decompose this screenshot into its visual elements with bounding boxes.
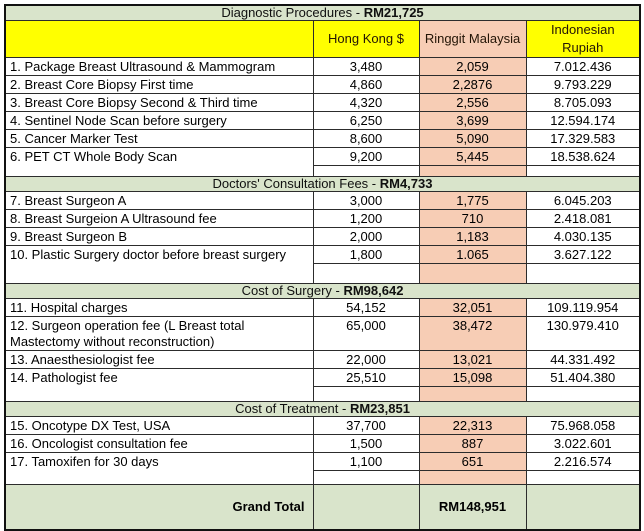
cost-table xyxy=(4,4,641,531)
cell-ringgit-value: 5,090 xyxy=(419,130,526,148)
cell-description: 1. Package Breast Ultrasound & Mammogram xyxy=(5,58,313,76)
table-row xyxy=(5,94,640,112)
cell-hongkong-value: 1,200 xyxy=(313,210,419,228)
spacer-cell xyxy=(313,387,419,402)
cell-ringgit-value: 3,699 xyxy=(419,112,526,130)
cell-description: 15. Oncotype DX Test, USA xyxy=(5,417,313,435)
cell-hongkong-value: 3,000 xyxy=(313,192,419,210)
cell-hongkong-value: 3,480 xyxy=(313,58,419,76)
cell-hongkong-value: 6,250 xyxy=(313,112,419,130)
cell-rupiah-value: 4.030.135 xyxy=(526,228,640,246)
cell-ringgit-value: 32,051 xyxy=(419,299,526,317)
table-row xyxy=(5,417,640,435)
cell-hongkong-value: 37,700 xyxy=(313,417,419,435)
cell-description: 12. Surgeon operation fee (L Breast total Mastectomy without reconstruction) xyxy=(5,317,313,351)
cell-rupiah-value: 9.793.229 xyxy=(526,76,640,94)
table-row xyxy=(5,210,640,228)
cell-ringgit-value: 38,472 xyxy=(419,317,526,351)
cell-hongkong-value: 1,500 xyxy=(313,435,419,453)
cell-rupiah-value: 75.968.058 xyxy=(526,417,640,435)
spacer-cell xyxy=(419,387,526,402)
section-header xyxy=(5,177,640,192)
table-row xyxy=(5,299,640,317)
spacer-cell xyxy=(526,166,640,177)
section-total: RM4,733 xyxy=(379,176,433,191)
cell-ringgit-value: 1,183 xyxy=(419,228,526,246)
table-row xyxy=(5,351,640,369)
section-header-row xyxy=(5,177,640,192)
cell-hongkong-value: 65,000 xyxy=(313,317,419,351)
cell-ringgit-value: 651 xyxy=(419,453,526,471)
cell-description: 8. Breast Surgeion A Ultrasound fee xyxy=(5,210,313,228)
cell-description: 17. Tamoxifen for 30 days xyxy=(5,453,313,471)
table-row xyxy=(5,435,640,453)
cell-description: 9. Breast Surgeon B xyxy=(5,228,313,246)
cell-rupiah-value: 12.594.174 xyxy=(526,112,640,130)
cell-rupiah-value: 6.045.203 xyxy=(526,192,640,210)
table-row xyxy=(5,58,640,76)
cell-description: 10. Plastic Surgery doctor before breast surgery xyxy=(5,246,313,264)
cell-rupiah-value: 8.705.093 xyxy=(526,94,640,112)
spacer-cell xyxy=(313,471,419,485)
cell-rupiah-value: 18.538.624 xyxy=(526,148,640,166)
cell-rupiah-value: 44.331.492 xyxy=(526,351,640,369)
cell-ringgit-value: 13,021 xyxy=(419,351,526,369)
table-row xyxy=(5,76,640,94)
table-row xyxy=(5,130,640,148)
cell-hongkong-value: 4,860 xyxy=(313,76,419,94)
spacer-row xyxy=(5,471,640,485)
section-title: Diagnostic Procedures - xyxy=(221,5,364,20)
cell-rupiah-value: 3.627.122 xyxy=(526,246,640,264)
cell-ringgit-value: 1.065 xyxy=(419,246,526,264)
cell-ringgit-value: 2,059 xyxy=(419,58,526,76)
spacer-cell xyxy=(313,166,419,177)
cell-hongkong-value: 4,320 xyxy=(313,94,419,112)
cell-ringgit-value: 5,445 xyxy=(419,148,526,166)
cell-rupiah-value: 130.979.410 xyxy=(526,317,640,351)
section-title: Doctors' Consultation Fees - xyxy=(212,176,380,191)
spacer-cell xyxy=(419,471,526,485)
section-header xyxy=(5,284,640,299)
cell-rupiah-value: 109.119.954 xyxy=(526,299,640,317)
column-header-row xyxy=(5,21,640,58)
spacer-cell xyxy=(526,264,640,284)
table-row xyxy=(5,453,640,471)
cell-description: 16. Oncologist consultation fee xyxy=(5,435,313,453)
section-header xyxy=(5,5,640,21)
column-header-rupiah: Indonesian Rupiah xyxy=(526,21,640,58)
section-header-row xyxy=(5,402,640,417)
cell-ringgit-value: 2,556 xyxy=(419,94,526,112)
column-header-blank xyxy=(5,21,313,58)
cell-hongkong-value: 9,200 xyxy=(313,148,419,166)
cell-rupiah-value: 3.022.601 xyxy=(526,435,640,453)
cell-description: 13. Anaesthesiologist fee xyxy=(5,351,313,369)
spacer-row xyxy=(5,264,640,284)
cell-hongkong-value: 8,600 xyxy=(313,130,419,148)
cell-description: 3. Breast Core Biopsy Second & Third time xyxy=(5,94,313,112)
grand-total-row xyxy=(5,485,640,531)
spacer-cell xyxy=(419,166,526,177)
column-header-hongkong: Hong Kong $ xyxy=(313,21,419,58)
cell-rupiah-value: 7.012.436 xyxy=(526,58,640,76)
grand-total-hk-blank xyxy=(313,485,419,531)
cell-hongkong-value: 2,000 xyxy=(313,228,419,246)
cell-rupiah-value: 51.404.380 xyxy=(526,369,640,387)
section-total: RM23,851 xyxy=(349,401,410,416)
spacer-cell xyxy=(419,264,526,284)
cell-description: 7. Breast Surgeon A xyxy=(5,192,313,210)
cell-description: 4. Sentinel Node Scan before surgery xyxy=(5,112,313,130)
cell-description: 6. PET CT Whole Body Scan xyxy=(5,148,313,166)
spacer-cell xyxy=(526,387,640,402)
cell-rupiah-value: 17.329.583 xyxy=(526,130,640,148)
cell-ringgit-value: 2,2876 xyxy=(419,76,526,94)
section-title: Cost of Surgery - xyxy=(241,283,344,298)
section-header-row xyxy=(5,5,640,21)
section-header-row xyxy=(5,284,640,299)
spacer-cell xyxy=(526,471,640,485)
cell-hongkong-value: 22,000 xyxy=(313,351,419,369)
table-row xyxy=(5,369,640,387)
cell-ringgit-value: 710 xyxy=(419,210,526,228)
section-total: RM98,642 xyxy=(343,283,404,298)
spacer-cell xyxy=(5,471,313,485)
spacer-cell xyxy=(5,166,313,177)
spacer-cell xyxy=(313,264,419,284)
spacer-row xyxy=(5,387,640,402)
table-row xyxy=(5,192,640,210)
table-row xyxy=(5,112,640,130)
table-row xyxy=(5,228,640,246)
grand-total-value: RM148,951 xyxy=(419,485,526,531)
grand-total-idr-blank xyxy=(526,485,640,531)
cell-ringgit-value: 1,775 xyxy=(419,192,526,210)
grand-total-label: Grand Total xyxy=(5,485,313,531)
section-header xyxy=(5,402,640,417)
cell-ringgit-value: 22,313 xyxy=(419,417,526,435)
section-total: RM21,725 xyxy=(363,5,424,20)
cell-description: 14. Pathologist fee xyxy=(5,369,313,387)
cell-hongkong-value: 54,152 xyxy=(313,299,419,317)
cell-ringgit-value: 887 xyxy=(419,435,526,453)
spacer-row xyxy=(5,166,640,177)
cell-rupiah-value: 2.418.081 xyxy=(526,210,640,228)
table-row xyxy=(5,317,640,351)
column-header-ringgit: Ringgit Malaysia xyxy=(419,21,526,58)
section-title: Cost of Treatment - xyxy=(235,401,350,416)
cell-description: 11. Hospital charges xyxy=(5,299,313,317)
cell-description: 5. Cancer Marker Test xyxy=(5,130,313,148)
cell-description: 2. Breast Core Biopsy First time xyxy=(5,76,313,94)
cell-hongkong-value: 1,800 xyxy=(313,246,419,264)
table-row xyxy=(5,246,640,264)
spacer-cell xyxy=(5,264,313,284)
cell-hongkong-value: 25,510 xyxy=(313,369,419,387)
spacer-cell xyxy=(5,387,313,402)
cell-ringgit-value: 15,098 xyxy=(419,369,526,387)
cell-rupiah-value: 2.216.574 xyxy=(526,453,640,471)
cell-hongkong-value: 1,100 xyxy=(313,453,419,471)
table-row xyxy=(5,148,640,166)
